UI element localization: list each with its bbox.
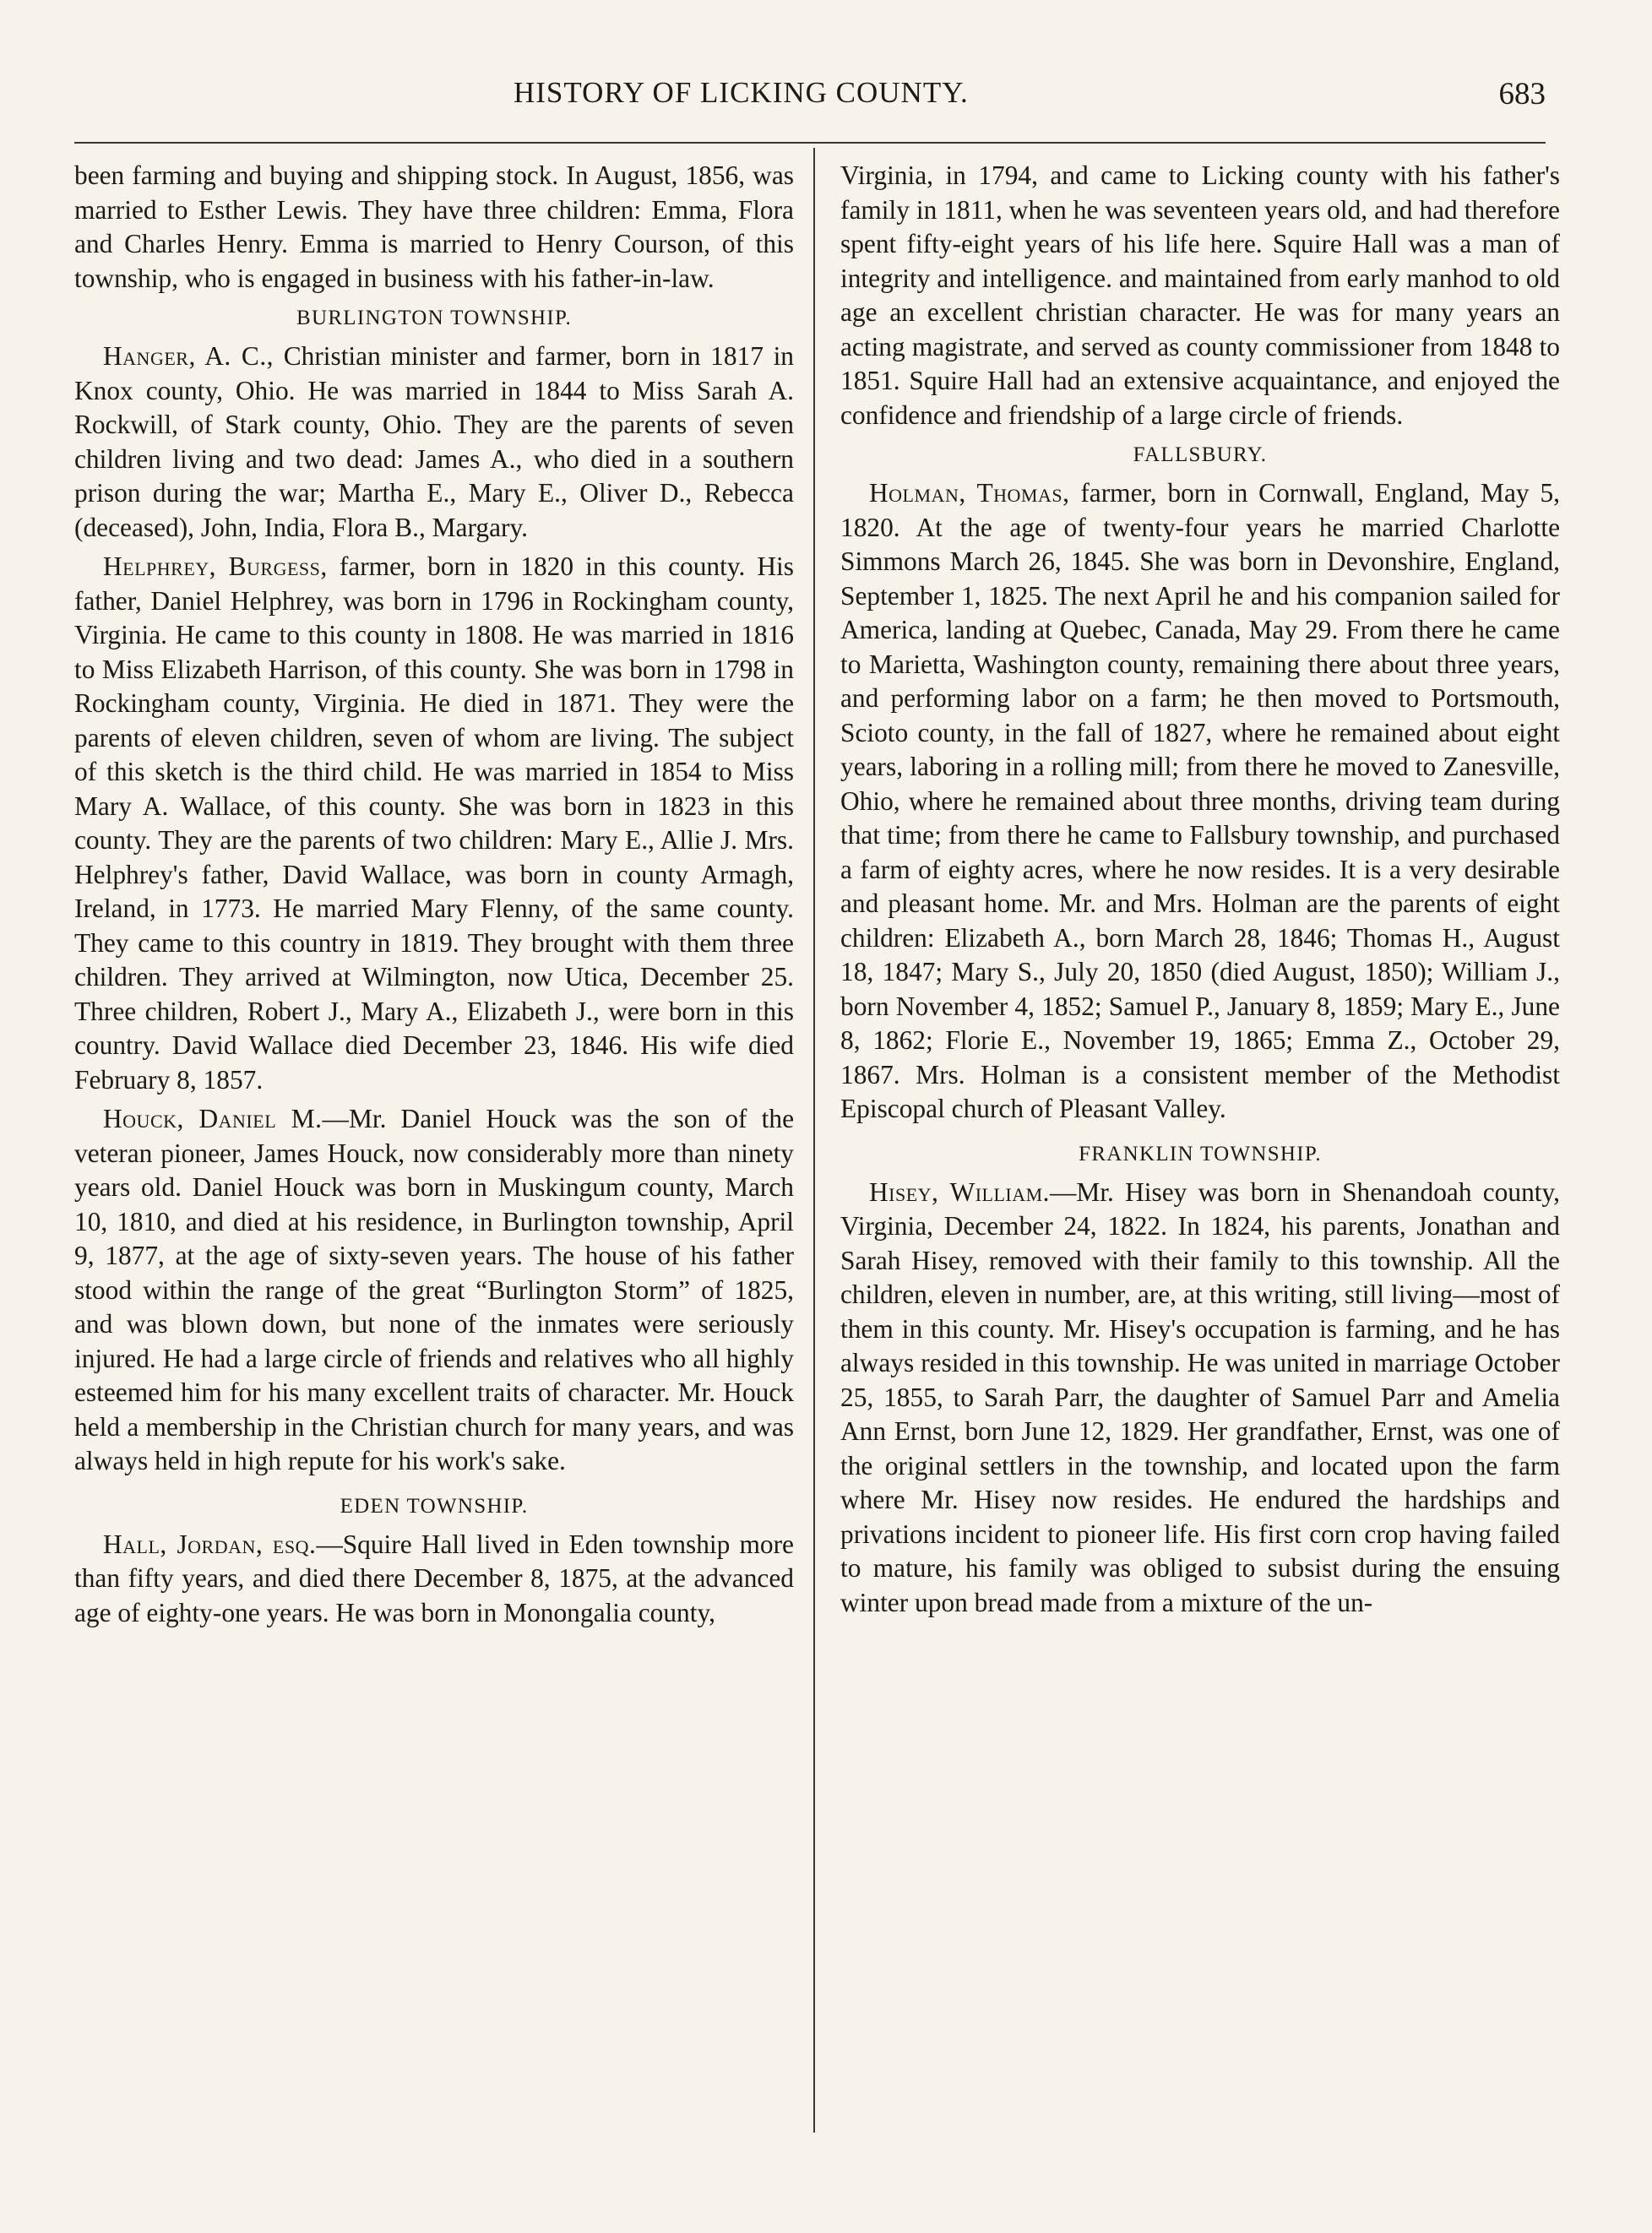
entry-name: Hanger, A. C., [103,341,274,371]
left-column [74,159,794,1635]
entry-name: Houck, Daniel M. [103,1104,323,1133]
page-header [74,76,1546,127]
section-heading-fallsbury: FALLSBURY. [1133,443,1268,466]
entry-hall [74,1528,794,1631]
section-heading-eden: EDEN TOWNSHIP. [340,1494,529,1518]
entry-name: Helphrey, Burgess, [103,551,328,581]
header-rule [74,142,1546,144]
entry-holman [840,476,1560,1127]
entry-houck [74,1102,794,1479]
section-heading-burlington: BURLINGTON TOWNSHIP. [296,307,573,329]
entry-name: Hall, Jordan, esq. [103,1529,317,1559]
continuation-paragraph: been farming and buying and shipping stock. In August, 1856, was married to Esther Lewis. They have three children: Emma, Flora and Charles Henry. Emma is married to Henry Courson, of this township, who is engaged in business with his father-in-law. [74,160,794,293]
page-number: 683 [1498,77,1546,111]
entry-text: —Mr. Hisey was born in Shenandoah county, Virginia, December 24, 1822. In 1824, his parents, Jonathan and Sarah Hisey, removed with their family to this township. All the children, eleven in number, are, at this writing, still living—most of them in this county. Mr. Hisey's occupation is farming, and he has always resided in this township. He was united in marriage October 25, 1855, to Sarah Parr, the daughter of Samuel Parr and Amelia Ann Ernst, born June 12, 1829. Her grandfather, Ernst, was one of the original settlers in the township, and located upon the farm where Mr. Hisey now resides. He endured the hardships and privations incident to pioneer life. His first corn crop having failed to mature, his family was obliged to subsist during the ensuing winter upon bread made from a mixture of the un- [840,1176,1560,1617]
entry-hisey [840,1176,1560,1621]
entry-text: —Mr. Daniel Houck was the son of the veteran pioneer, James Houck, now considerably more than ninety years old. Daniel Houck was born in Muskingum county, March 10, 1810, and died at his residence, in Burlington township, April 9, 1877, at the age of sixty-seven years. The house of his father stood within the range of the great “Burlington Storm” of 1825, and was blown down, but none of the inmates were seriously injured. He had a large circle of friends and relatives who all highly esteemed him for his many excellent traits of character. Mr. Houck held a membership in the Christian church for many years, and was always held in high repute for his work's sake. [74,1104,795,1475]
entry-text: farmer, born in Cornwall, England, May 5, 1820. At the age of twenty-four years he married Charlotte Simmons March 26, 1845. She was born in Devonshire, England, September 1, 1825. The next April he and his companion sailed for America, landing at Quebec, Canada, May 29. From there he came to Marietta, Washington county, remaining there about three years, and performing labor on a farm; he then moved to Portsmouth, Scioto county, in the fall of 1827, where he remained about eight years, laboring in a rolling mill; from there he moved to Zanesville, Ohio, where he remained about three months, driving team during that time; from there he came to Fallsbury township, and purchased a farm of eighty acres, where he now resides. It is a very desirable and pleasant home. Mr. and Mrs. Holman are the parents of eight children: Elizabeth A., born March 28, 1846; Thomas H., August 18, 1847; Mary S., July 20, 1850 (died August, 1850); William J., born November 4, 1852; Samuel P., January 8, 1859; Mary E., June 8, 1862; Florie E., November 19, 1865; Emma Z., October 29, 1867. Mrs. Holman is a consistent member of the Methodist Episcopal church of Pleasant Valley. [840,478,1560,1123]
entry-text: —Squire Hall lived in Eden township more than fifty years, and died there December 8, 1875, at the advanced age of eighty-one years. He was born in Monongalia county, [74,1529,794,1627]
entry-text: Christian minister and farmer, born in 1817 in Knox county, Ohio. He was married in 1844 to Miss Sarah A. Rockwill, of Stark county, Ohio. They are the parents of seven children living and two dead: James A., who died in a southern prison during the war; Martha E., Mary E., Oliver D., Rebecca (deceased), John, India, Flora B., Margary. [74,341,794,542]
entry-text: farmer, born in 1820 in this county. His father, Daniel Helphrey, was born in 1796 in Rockingham county, Virginia. He came to this county in 1808. He was married in 1816 to Miss Elizabeth Harrison, of this county. She was born in 1798 in Rockingham county, Virginia. He died in 1871. They were the parents of eleven children, seven of whom are living. The subject of this sketch is the third child. He was married in 1854 to Miss Mary A. Wallace, of this county. She was born in 1823 in this county. They are the parents of two children: Mary E., Allie J. Mrs. Helphrey's father, David Wallace, was born in county Armagh, Ireland, in 1773. He married Mary Flenny, of the same county. They came to this country in 1819. They brought with them three children. They arrived at Wilmington, now Utica, December 25. Three children, Robert J., Mary A., Elizabeth J., were born in this country. David Wallace died December 23, 1846. His wife died February 8, 1857. [74,551,794,1095]
entry-hanger [74,340,794,545]
entry-helphrey [74,550,794,1097]
continuation-paragraph: Virginia, in 1794, and came to Licking county with his father's family in 1811, when he was seventeen years old, and had therefore spent fifty-eight years of his life here. Squire Hall was a man of integrity and intelligence. and maintained from early manhod to old age an excellent christian character. He was for many years an acting magistrate, and served as county commissioner from 1848 to 1851. Squire Hall had an extensive acquaintance, and enjoyed the confidence and friendship of a large circle of friends. [840,160,1560,430]
running-head: HISTORY OF LICKING COUNTY. [514,76,969,109]
column-divider [813,148,815,2132]
entry-name: Holman, Thomas, [869,478,1070,508]
right-column [840,159,1560,1625]
section-heading-franklin: FRANKLIN TOWNSHIP. [1079,1142,1322,1165]
entry-name: Hisey, William. [869,1176,1051,1207]
